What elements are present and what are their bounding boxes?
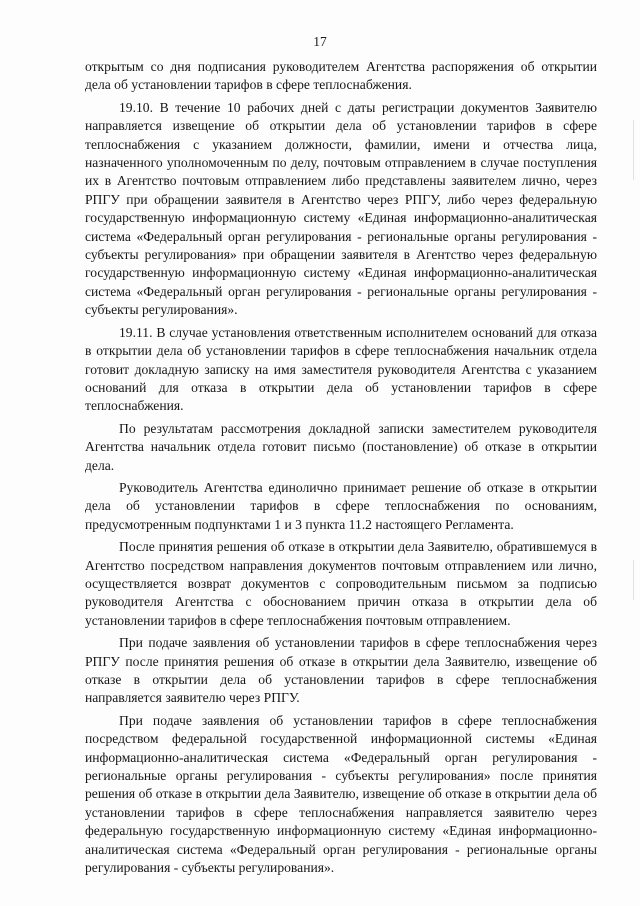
scan-edge-mark: [633, 120, 634, 180]
scan-edge-mark: [633, 560, 634, 600]
paragraph-fgis-notice: При подаче заявления об установлении тарифов в сфере теплоснабжения посредством федеральной государственной информационной системы «Единая информационно-аналитическая система «Федеральный орган регулирования - региональные органы регулирования - субъекты регулирования» после принятия решения об отказе в открытии дела Заявителю, извещение об отказе в открытии дела об установлении тарифов в сфере теплоснабжения направляется заявителю через федеральную государственную информационную систему «Единая информационно-аналитическая система «Федеральный орган регулирования - региональные органы регулирования - субъекты регулирования».: [85, 712, 597, 876]
paragraph-rpgu-notice: При подаче заявления об установлении тарифов в сфере теплоснабжения через РПГУ после принятия решения об отказе в открытии дела Заявителю, извещение об отказе в открытии дела об установлении тарифов в сфере теплоснабжения направляется заявителю через РПГУ.: [85, 635, 597, 706]
paragraph-19-11: 19.11. В случае установления ответственным исполнителем оснований для отказа в открытии дела об установлении тарифов в сфере теплоснабжения начальник отдела готовит докладную записку на имя заместителя руководителя Агентства с указанием оснований для отказа в открытии дела об установлении тарифов в сфере теплоснабжения.: [85, 324, 597, 414]
paragraph-head-decision: Руководитель Агентства единолично принимает решение об отказе в открытии дела об установлении тарифов в сфере теплоснабжения по основаниям, предусмотренным подпунктами 1 и 3 пункта 11.2 настоящего Регламента.: [85, 479, 597, 532]
paragraph-memo-review: По результатам рассмотрения докладной записки заместителем руководителя Агентства начальник отдела готовит письмо (постановление) об отказе в открытии дела.: [85, 420, 597, 473]
page-number: 17: [313, 34, 327, 49]
paragraph-continuation: открытым со дня подписания руководителем Агентства распоряжения об открытии дела об установлении тарифов в сфере теплоснабжения.: [85, 59, 597, 93]
paragraph-document-return: После принятия решения об отказе в открытии дела Заявителю, обратившемуся в Агентство посредством направления документов почтовым отправлением или лично, осуществляется возврат документов с сопроводительным письмом за подписью руководителя Агентства с обоснованием причин отказа в открытии дела об установлении тарифов в сфере теплоснабжения почтовым отправлением.: [85, 539, 597, 628]
document-body: [85, 58, 597, 881]
paragraph-19-10: 19.10. В течение 10 рабочих дней с даты регистрации документов Заявителю направляется извещение об открытии дела об установлении тарифов в сфере теплоснабжения с указанием должности, фамилии, имени и отчества лица, назначенного уполномоченным по делу, почтовым отправлением в случае поступления их в Агентство почтовым отправлением либо представлены заявителем лично, через РПГУ при обращении заявителя в Агентство через РПГУ, либо через федеральную государственную информационную систему «Единая информационно-аналитическая система «Федеральный орган регулирования - региональные органы регулирования - субъекты регулирования» при обращении заявителя в Агентство через федеральную государственную информационную систему «Единая информационно-аналитическая система «Федеральный орган регулирования - региональные органы регулирования - субъекты регулирования».: [85, 99, 597, 318]
